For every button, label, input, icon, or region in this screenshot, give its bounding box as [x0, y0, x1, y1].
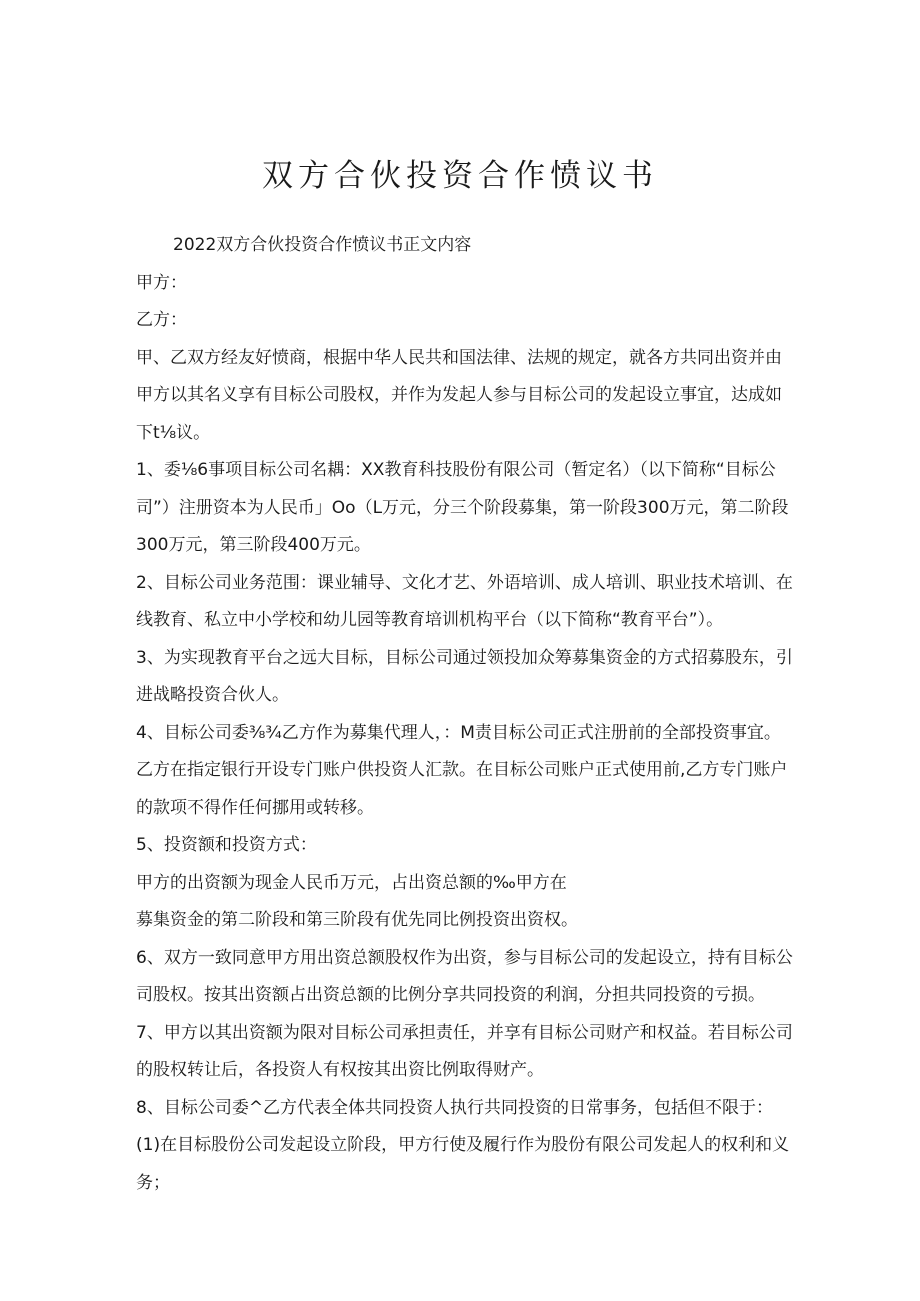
party-b-line: 乙方：: [136, 310, 187, 330]
clause-8-item-1: (1)在目标股份公司发起设立阶段，甲方行使及履行作为股份有限公司发起人的权利和义务；: [136, 1135, 790, 1193]
clause-3: 3、为实现教育平台之远大目标，目标公司通过领投加众筹募集资金的方式招募股东，引进战略投资合伙人。: [136, 647, 793, 705]
document-body: [136, 227, 796, 1202]
clause-1: 1、委⅛6事项目标公司名耦：XX教育科技股份有限公司（暂定名）（以下简称“目标公司”）注册资本为人民币」Oo（L万元，分三个阶段募集，第一阶段300万元，第二阶段300万元，第三阶段400万元。: [136, 460, 789, 555]
clause-5: 5、投资额和投资方式：: [136, 835, 317, 855]
clause-5-priority: 募集资金的第二阶段和第三阶段有优先同比例投资出资权。: [136, 910, 578, 930]
clause-8: 8、目标公司委^乙方代表全体共同投资人执行共同投资的日常事务，包括但不限于：: [136, 1097, 774, 1118]
clause-2: 2、目标公司业务范围：课业辅导、文化才艺、外语培训、成人培训、职业技术培训、在线教育、私立中小学校和幼儿园等教育培训机构平台（以下简称“教育平台”）。: [136, 572, 793, 630]
party-a-line: 甲方：: [136, 272, 187, 293]
document-title: 双方合伙投资合作愤议书: [262, 158, 658, 194]
document-subtitle: 2022双方合伙投资合作愤议书正文内容: [173, 235, 472, 255]
preamble-paragraph: 甲、乙双方经友好愤商，根据中华人民共和国法律、法规的规定，就各方共同出资并由甲方以其名义享有目标公司股权，并作为发起人参与目标公司的发起设立事宜，达成如下t⅛议。: [136, 347, 782, 443]
clause-7: 7、甲方以其出资额为限对目标公司承担责任，并享有目标公司财产和权益。若目标公司的股权转让后，各投资人有权按其出资比例取得财产。: [136, 1022, 793, 1080]
clause-5-amount: 甲方的出资额为现金人民币万元，占出资总额的‰甲方在: [136, 872, 567, 893]
clause-6: 6、双方一致同意甲方用出资总额股权作为出资，参与目标公司的发起设立，持有目标公司股权。按其出资额占出资总额的比例分享共同投资的利润，分担共同投资的亏损。: [136, 947, 793, 1005]
clause-4: 4、目标公司委⅜¾乙方作为募集代理人，：M责目标公司正式注册前的全部投资事宜。乙方在指定银行开设专门账户供投资人汇款。在目标公司账户正式使用前,乙方专门账户的款项不得作任何挪用或转移。: [136, 722, 788, 818]
